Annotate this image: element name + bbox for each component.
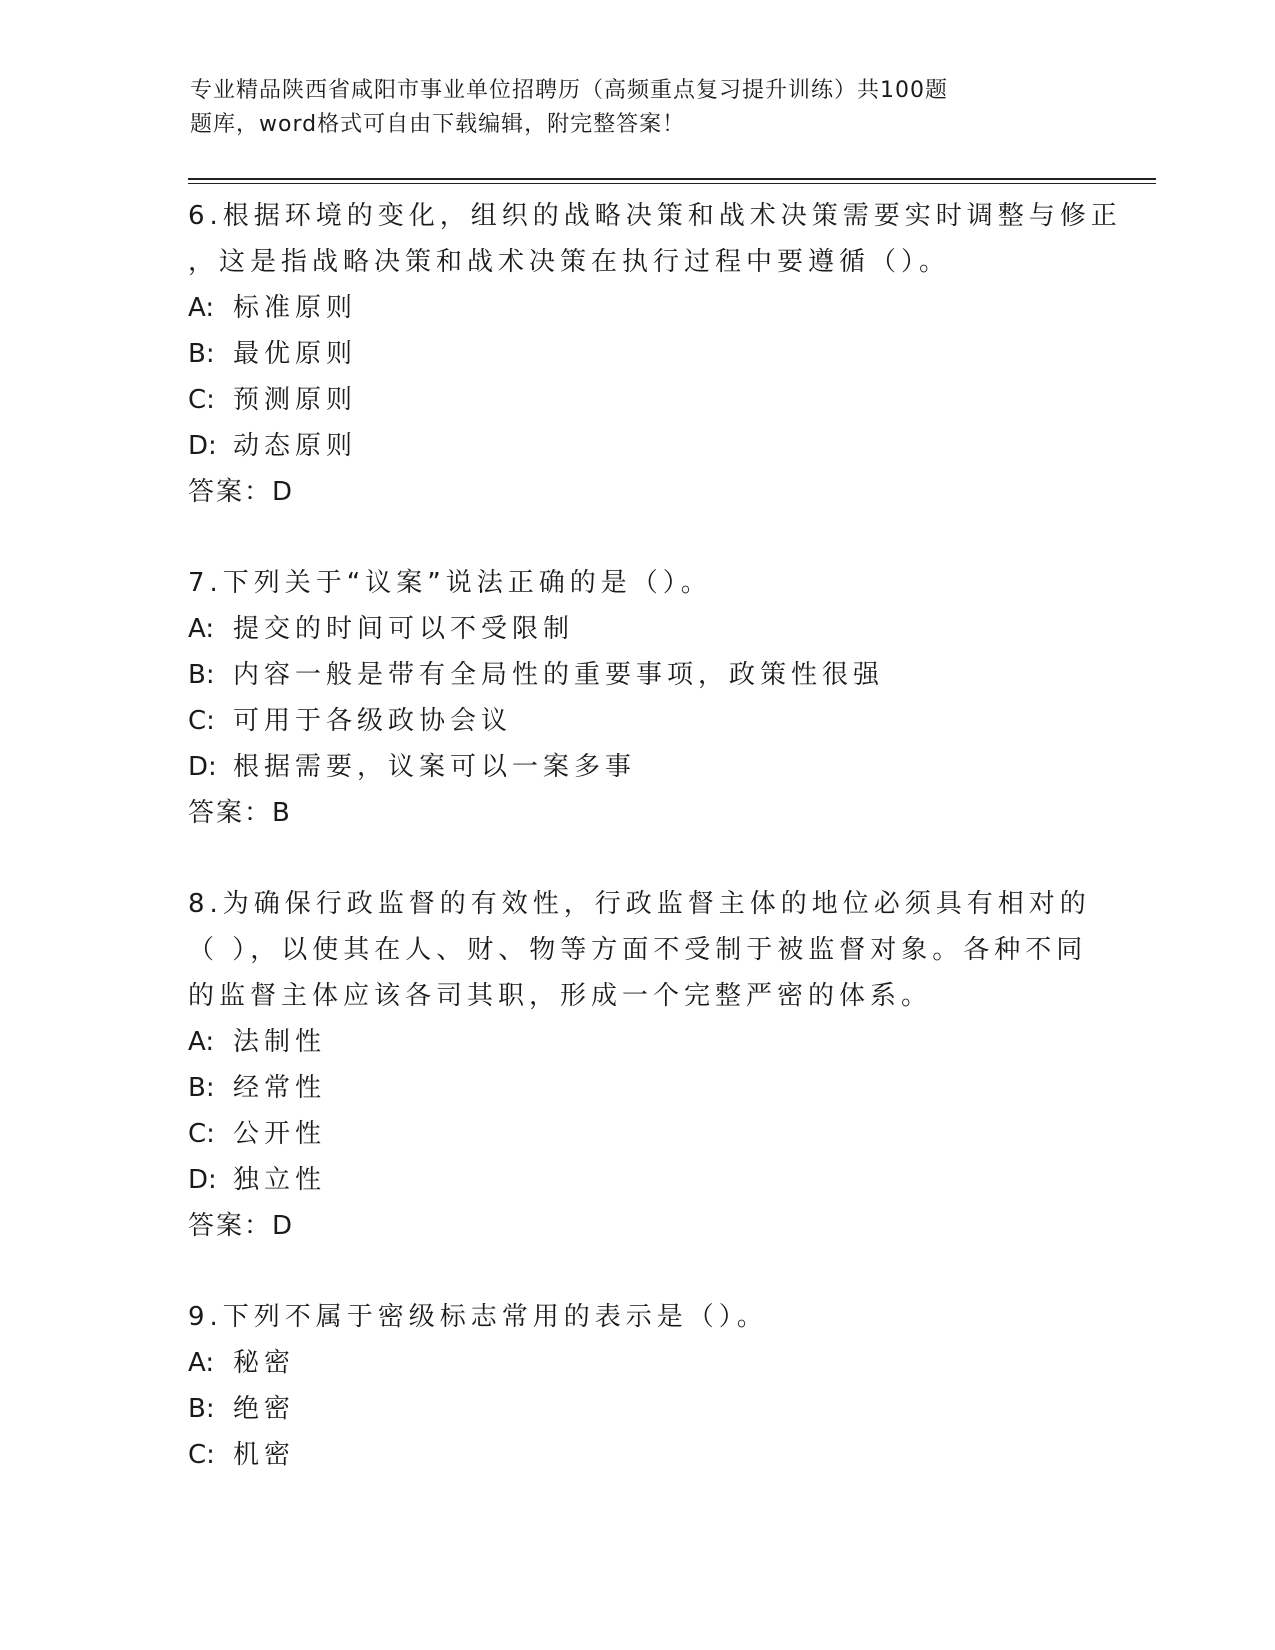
option-b bbox=[188, 1386, 1088, 1432]
answer-label: 答案：D bbox=[188, 477, 295, 507]
question-list bbox=[188, 193, 1122, 1523]
option-letter: B: bbox=[188, 1394, 215, 1424]
option-letter: D: bbox=[188, 1165, 217, 1195]
question-6 bbox=[188, 193, 1122, 515]
option-letter: A: bbox=[188, 1348, 215, 1378]
option-letter: D: bbox=[188, 431, 217, 461]
option-b bbox=[188, 1065, 1088, 1111]
question-9 bbox=[188, 1294, 1088, 1478]
question-stem-line: 8.为确保行政监督的有效性，行政监督主体的地位必须具有相对的 bbox=[188, 889, 1091, 919]
option-text: 法制性 bbox=[233, 1027, 327, 1057]
option-a bbox=[188, 1019, 1088, 1065]
answer-label: 答案：D bbox=[188, 1211, 295, 1241]
option-letter: B: bbox=[188, 339, 215, 369]
header-title-line-1: 专业精品陕西省咸阳市事业单位招聘历（高频重点复习提升训练）共100题 bbox=[190, 78, 948, 103]
question-7 bbox=[188, 560, 1088, 836]
question-stem-line: 9.下列不属于密级标志常用的表示是（）。 bbox=[188, 1302, 768, 1332]
option-letter: B: bbox=[188, 1073, 215, 1103]
option-text: 独立性 bbox=[233, 1165, 327, 1195]
option-text: 动态原则 bbox=[233, 431, 358, 461]
option-letter: C: bbox=[188, 1119, 215, 1149]
option-letter: A: bbox=[188, 1027, 215, 1057]
option-text: 经常性 bbox=[233, 1073, 327, 1103]
header-title-line-2: 题库，word格式可自由下载编辑，附完整答案！ bbox=[190, 112, 686, 137]
option-text: 秘密 bbox=[233, 1348, 296, 1378]
option-letter: C: bbox=[188, 1440, 215, 1470]
option-c bbox=[188, 698, 1088, 744]
option-b bbox=[188, 331, 1088, 377]
option-text: 最优原则 bbox=[233, 339, 358, 369]
option-letter: C: bbox=[188, 706, 215, 736]
option-a bbox=[188, 285, 1088, 331]
option-text: 公开性 bbox=[233, 1119, 327, 1149]
option-text: 预测原则 bbox=[233, 385, 358, 415]
answer-label: 答案：B bbox=[188, 798, 292, 828]
option-a bbox=[188, 606, 1088, 652]
option-text: 机密 bbox=[233, 1440, 296, 1470]
option-text: 根据需要，议案可以一案多事 bbox=[233, 752, 637, 782]
question-stem-line: 的监督主体应该各司其职，形成一个完整严密的体系。 bbox=[188, 981, 933, 1011]
option-text: 提交的时间可以不受限制 bbox=[233, 614, 575, 644]
option-d bbox=[188, 1157, 1088, 1203]
question-stem-line: ，这是指战略决策和战术决策在执行过程中要遵循（）。 bbox=[188, 247, 951, 277]
question-stem-line: 6.根据环境的变化，组织的战略决策和战术决策需要实时调整与修正 bbox=[188, 201, 1122, 231]
option-text: 标准原则 bbox=[233, 293, 358, 323]
document-header bbox=[190, 74, 1070, 142]
question-stem-line: （ ），以使其在人、财、物等方面不受制于被监督对象。各种不同 bbox=[188, 935, 1088, 965]
option-d bbox=[188, 423, 1088, 469]
option-d bbox=[188, 744, 1088, 790]
question-8 bbox=[188, 881, 1091, 1249]
header-divider-thick bbox=[188, 178, 1156, 180]
option-text: 内容一般是带有全局性的重要事项，政策性很强 bbox=[233, 660, 885, 690]
option-text: 绝密 bbox=[233, 1394, 296, 1424]
option-letter: A: bbox=[188, 293, 215, 323]
option-c bbox=[188, 1432, 1088, 1478]
option-text: 可用于各级政协会议 bbox=[233, 706, 513, 736]
option-c bbox=[188, 377, 1088, 423]
option-letter: C: bbox=[188, 385, 215, 415]
option-b bbox=[188, 652, 1088, 698]
option-letter: B: bbox=[188, 660, 215, 690]
option-a bbox=[188, 1340, 1088, 1386]
option-letter: D: bbox=[188, 752, 217, 782]
option-c bbox=[188, 1111, 1088, 1157]
question-stem-line: 7.下列关于“议案”说法正确的是（）。 bbox=[188, 568, 712, 598]
header-divider-thin bbox=[188, 183, 1156, 184]
option-letter: A: bbox=[188, 614, 215, 644]
